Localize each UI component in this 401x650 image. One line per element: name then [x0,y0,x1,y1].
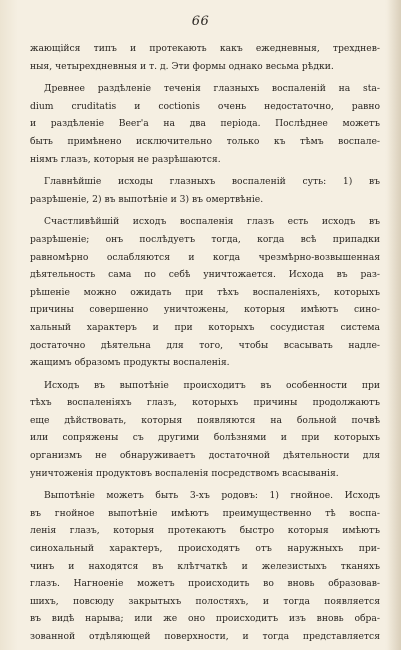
text-line: жащимъ образомъ продукты воспаленія. [30,357,230,369]
text-line: ныя, четырехдневныя и т. д. Эти формы однако весьма рѣдки. [30,60,334,72]
text-line: жающійся типъ и протекають какъ ежедневныя, трехднев- [30,43,380,54]
text-line: достаточно дѣятельна для того, чтобы всасывать надле- [30,339,380,351]
paragraph-2 [30,80,380,168]
text-line: Главнѣйшіе исходы глазныхъ воспаленій суть: 1) въ [44,176,380,188]
text-line: шихъ, повсюду закрытыхъ полостяхъ, и тогда появляется [30,595,380,607]
paragraph-3 [30,173,380,208]
text-line: dium cruditatis и coctionis очень недостаточно, равно [30,100,380,112]
text-line: хальный характеръ и при которыхъ сосудистая система [30,321,380,333]
page-edge-shadow [387,0,401,650]
text-line: Счастливѣйшій исходъ воспаленія глазъ есть исходъ въ [44,216,380,228]
text-line: еще дѣйствовать, которыя появляются на больной почвѣ [30,414,380,426]
text-line: Древнее раздѣленіе теченія глазныхъ воспаленій на sta- [44,83,380,95]
text-line: синохальный характеръ, происходятъ отъ наружныхъ при- [30,543,380,555]
text-line: ленія глазъ, которыя протекаютъ быстро которыя имѣютъ [30,525,380,537]
text-line: разрѣшеніе, 2) въ выпотѣніе и 3) въ омертвѣніе. [30,193,264,205]
text-line: чинъ и находятся въ клѣтчаткѣ и железистыхъ тканяхъ [30,560,380,572]
paragraph-4 [30,213,380,371]
text-line: тѣхъ воспаленіяхъ глазъ, которыхъ причины продолжаютъ [30,397,380,409]
text-line: и раздѣленіе Beer'a на два періода. Послѣднее можетъ [30,118,380,130]
text-line: ніямъ глазъ, которыя не разрѣшаются. [30,153,221,165]
text-line: быть примѣнено исключительно только къ тѣмъ воспале- [30,135,380,147]
text-line: организмъ не обнаруживаетъ достаточной дѣятельности для [30,450,380,462]
text-line: въ гнойное выпотѣніе имѣютъ преимущественно тѣ воспа- [30,507,380,519]
page-number: 66 [191,14,210,29]
text-line: зованной отдѣляющей поверхности, и тогда представляется [30,631,380,642]
text-line: рѣшеніе можно ожидать при тѣхъ воспаленіяхъ, которыхъ [30,286,380,298]
text-line: въ видѣ нарыва; или же оно происходитъ изъ вновь обра- [30,613,380,625]
text-line: уничтоженія продуктовъ воспаленія посредствомъ всасыванія. [30,467,339,479]
text-line: Исходъ въ выпотѣніе происходитъ въ особенности при [44,379,380,391]
text-line: разрѣшеніе; онъ послѣдуетъ тогда, когда всѣ припадки [30,233,380,245]
paragraph-1 [30,40,380,75]
text-line: глазъ. Нагноеніе можетъ происходить во вновь образовав- [30,578,380,590]
text-line: равномѣрно ослабляются и когда чрезмѣрно-возвышенная [30,251,380,263]
paragraph-5 [30,377,380,483]
text-line: причины совершенно уничтожены, которыя имѣютъ сино- [30,304,380,316]
text-line: или сопряжены съ другими болѣзнями и при которыхъ [30,432,380,444]
text-line: Выпотѣніе можетъ быть 3-хъ родовъ: 1) гнойное. Исходъ [44,490,380,502]
paragraph-6 [30,487,380,645]
text-line: дѣятельность сама по себѣ уничтожается. Исхода въ раз- [30,269,380,281]
body-text [30,40,380,646]
